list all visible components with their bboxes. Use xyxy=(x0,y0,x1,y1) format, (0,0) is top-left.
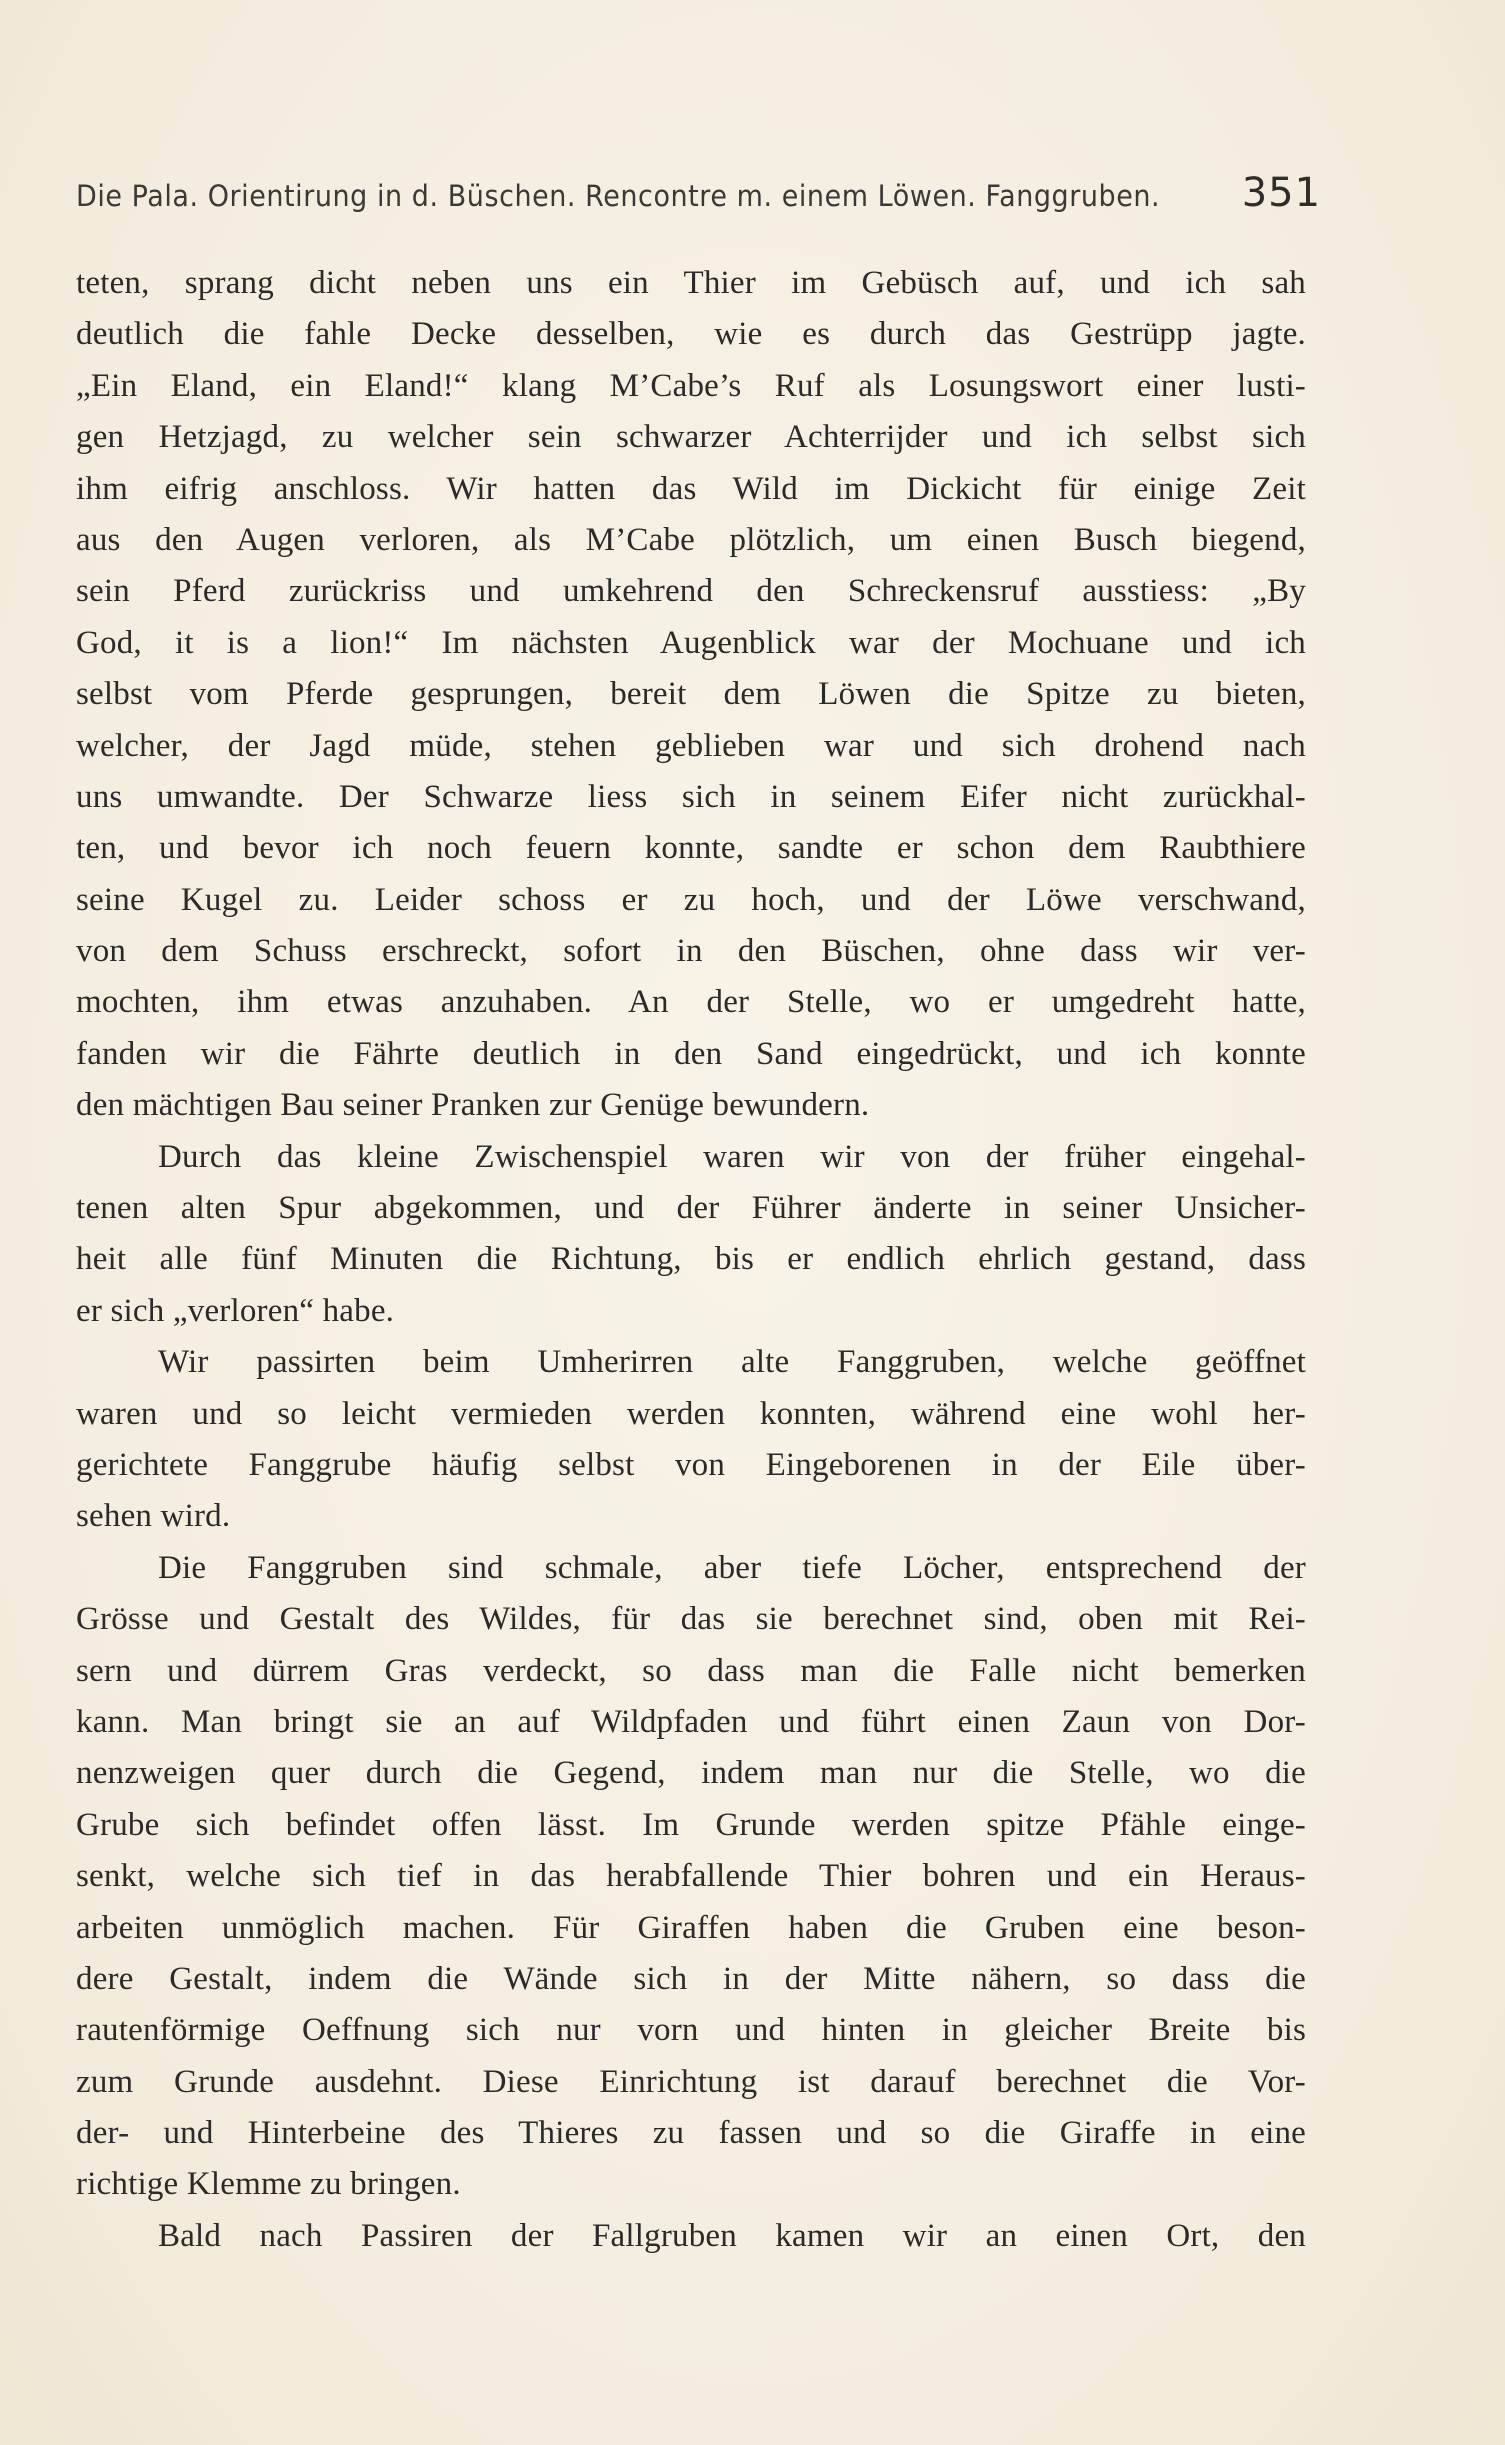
text-line: sein Pferd zurückriss und umkehrend den Schreckensruf ausstiess: „By xyxy=(76,573,1306,610)
text-line: gen Hetzjagd, zu welcher sein schwarzer Achterrijder und ich selbst sich xyxy=(76,419,1306,456)
text-line: er sich „verloren“ habe. xyxy=(76,1292,395,1329)
text-line: gerichtete Fanggrube häufig selbst von Eingeborenen in der Eile über- xyxy=(76,1446,1306,1483)
text-line: deutlich die fahle Decke desselben, wie es durch das Gestrüpp jagte. xyxy=(76,316,1306,353)
text-line: ten, und bevor ich noch feuern konnte, sandte er schon dem Raubthiere xyxy=(76,830,1306,867)
text-line: der- und Hinterbeine des Thieres zu fassen und so die Giraffe in eine xyxy=(76,2115,1306,2152)
text-line: richtige Klemme zu bringen. xyxy=(76,2166,461,2203)
text-line: seine Kugel zu. Leider schoss er zu hoch, und der Löwe verschwand, xyxy=(76,881,1306,918)
text-line: den mächtigen Bau seiner Pranken zur Genüge bewundern. xyxy=(76,1087,870,1124)
text-line: fanden wir die Fährte deutlich in den Sand eingedrückt, und ich konnte xyxy=(76,1035,1306,1072)
text-line: dere Gestalt, indem die Wände sich in der Mitte nähern, so dass die xyxy=(76,1960,1306,1997)
text-line: aus den Augen verloren, als M’Cabe plötzlich, um einen Busch biegend, xyxy=(76,521,1306,558)
text-line: Grube sich befindet offen lässt. Im Grunde werden spitze Pfähle einge- xyxy=(76,1806,1306,1843)
text-line: heit alle fünf Minuten die Richtung, bis er endlich ehrlich gestand, dass xyxy=(76,1241,1306,1278)
paragraph-first-line: Wir passirten beim Umherirren alte Fanggruben, welche geöffnet xyxy=(158,1344,1306,1381)
text-line: uns umwandte. Der Schwarze liess sich in seinem Eifer nicht zurückhal- xyxy=(76,778,1306,815)
text-line: Grösse und Gestalt des Wildes, für das sie berechnet sind, oben mit Rei- xyxy=(76,1601,1306,1638)
text-line: senkt, welche sich tief in das herabfallende Thier bohren und ein Heraus- xyxy=(76,1858,1306,1895)
text-line: teten, sprang dicht neben uns ein Thier im Gebüsch auf, und ich sah xyxy=(76,265,1306,301)
text-line: von dem Schuss erschreckt, sofort in den Büschen, ohne dass wir ver- xyxy=(76,933,1306,970)
paragraph-first-line: Durch das kleine Zwischenspiel waren wir von der früher eingehal- xyxy=(158,1138,1306,1175)
text-line: welcher, der Jagd müde, stehen geblieben war und sich drohend nach xyxy=(76,727,1306,764)
running-head xyxy=(76,170,1322,218)
text-line: zum Grunde ausdehnt. Diese Einrichtung ist darauf berechnet die Vor- xyxy=(76,2063,1306,2100)
text-line: waren und so leicht vermieden werden konnten, während eine wohl her- xyxy=(76,1395,1306,1432)
text-line: selbst vom Pferde gesprungen, bereit dem Löwen die Spitze zu bieten, xyxy=(76,676,1306,713)
text-line: „Ein Eland, ein Eland!“ klang M’Cabe’s Ruf als Losungswort einer lusti- xyxy=(76,367,1306,404)
page-number: 351 xyxy=(1241,170,1322,216)
text-line: tenen alten Spur abgekommen, und der Führer änderte in seiner Unsicher- xyxy=(76,1190,1306,1227)
text-line: kann. Man bringt sie an auf Wildpfaden und führt einen Zaun von Dor- xyxy=(76,1703,1306,1740)
text-line: arbeiten unmöglich machen. Für Giraffen haben die Gruben eine beson- xyxy=(76,1909,1306,1946)
text-line: God, it is a lion!“ Im nächsten Augenblick war der Mochuane und ich xyxy=(76,624,1306,661)
paragraph-first-line: Bald nach Passiren der Fallgruben kamen wir an einen Ort, den xyxy=(158,2217,1306,2254)
text-line: sern und dürrem Gras verdeckt, so dass man die Falle nicht bemerken xyxy=(76,1652,1306,1689)
text-line: ihm eifrig anschloss. Wir hatten das Wild im Dickicht für einige Zeit xyxy=(76,470,1306,507)
text-line: rautenförmige Oeffnung sich nur vorn und hinten in gleicher Breite bis xyxy=(76,2012,1306,2049)
text-line: nenzweigen quer durch die Gegend, indem man nur die Stelle, wo die xyxy=(76,1755,1306,1792)
text-line: sehen wird. xyxy=(76,1498,231,1535)
text-line: mochten, ihm etwas anzuhaben. An der Stelle, wo er umgedreht hatte, xyxy=(76,984,1306,1021)
body-text xyxy=(76,258,1306,2262)
paragraph-first-line: Die Fanggruben sind schmale, aber tiefe Löcher, entsprechend der xyxy=(158,1549,1306,1586)
running-title: Die Pala. Orientirung in d. Büschen. Rencontre m. einem Löwen. Fanggruben. xyxy=(76,179,1161,213)
